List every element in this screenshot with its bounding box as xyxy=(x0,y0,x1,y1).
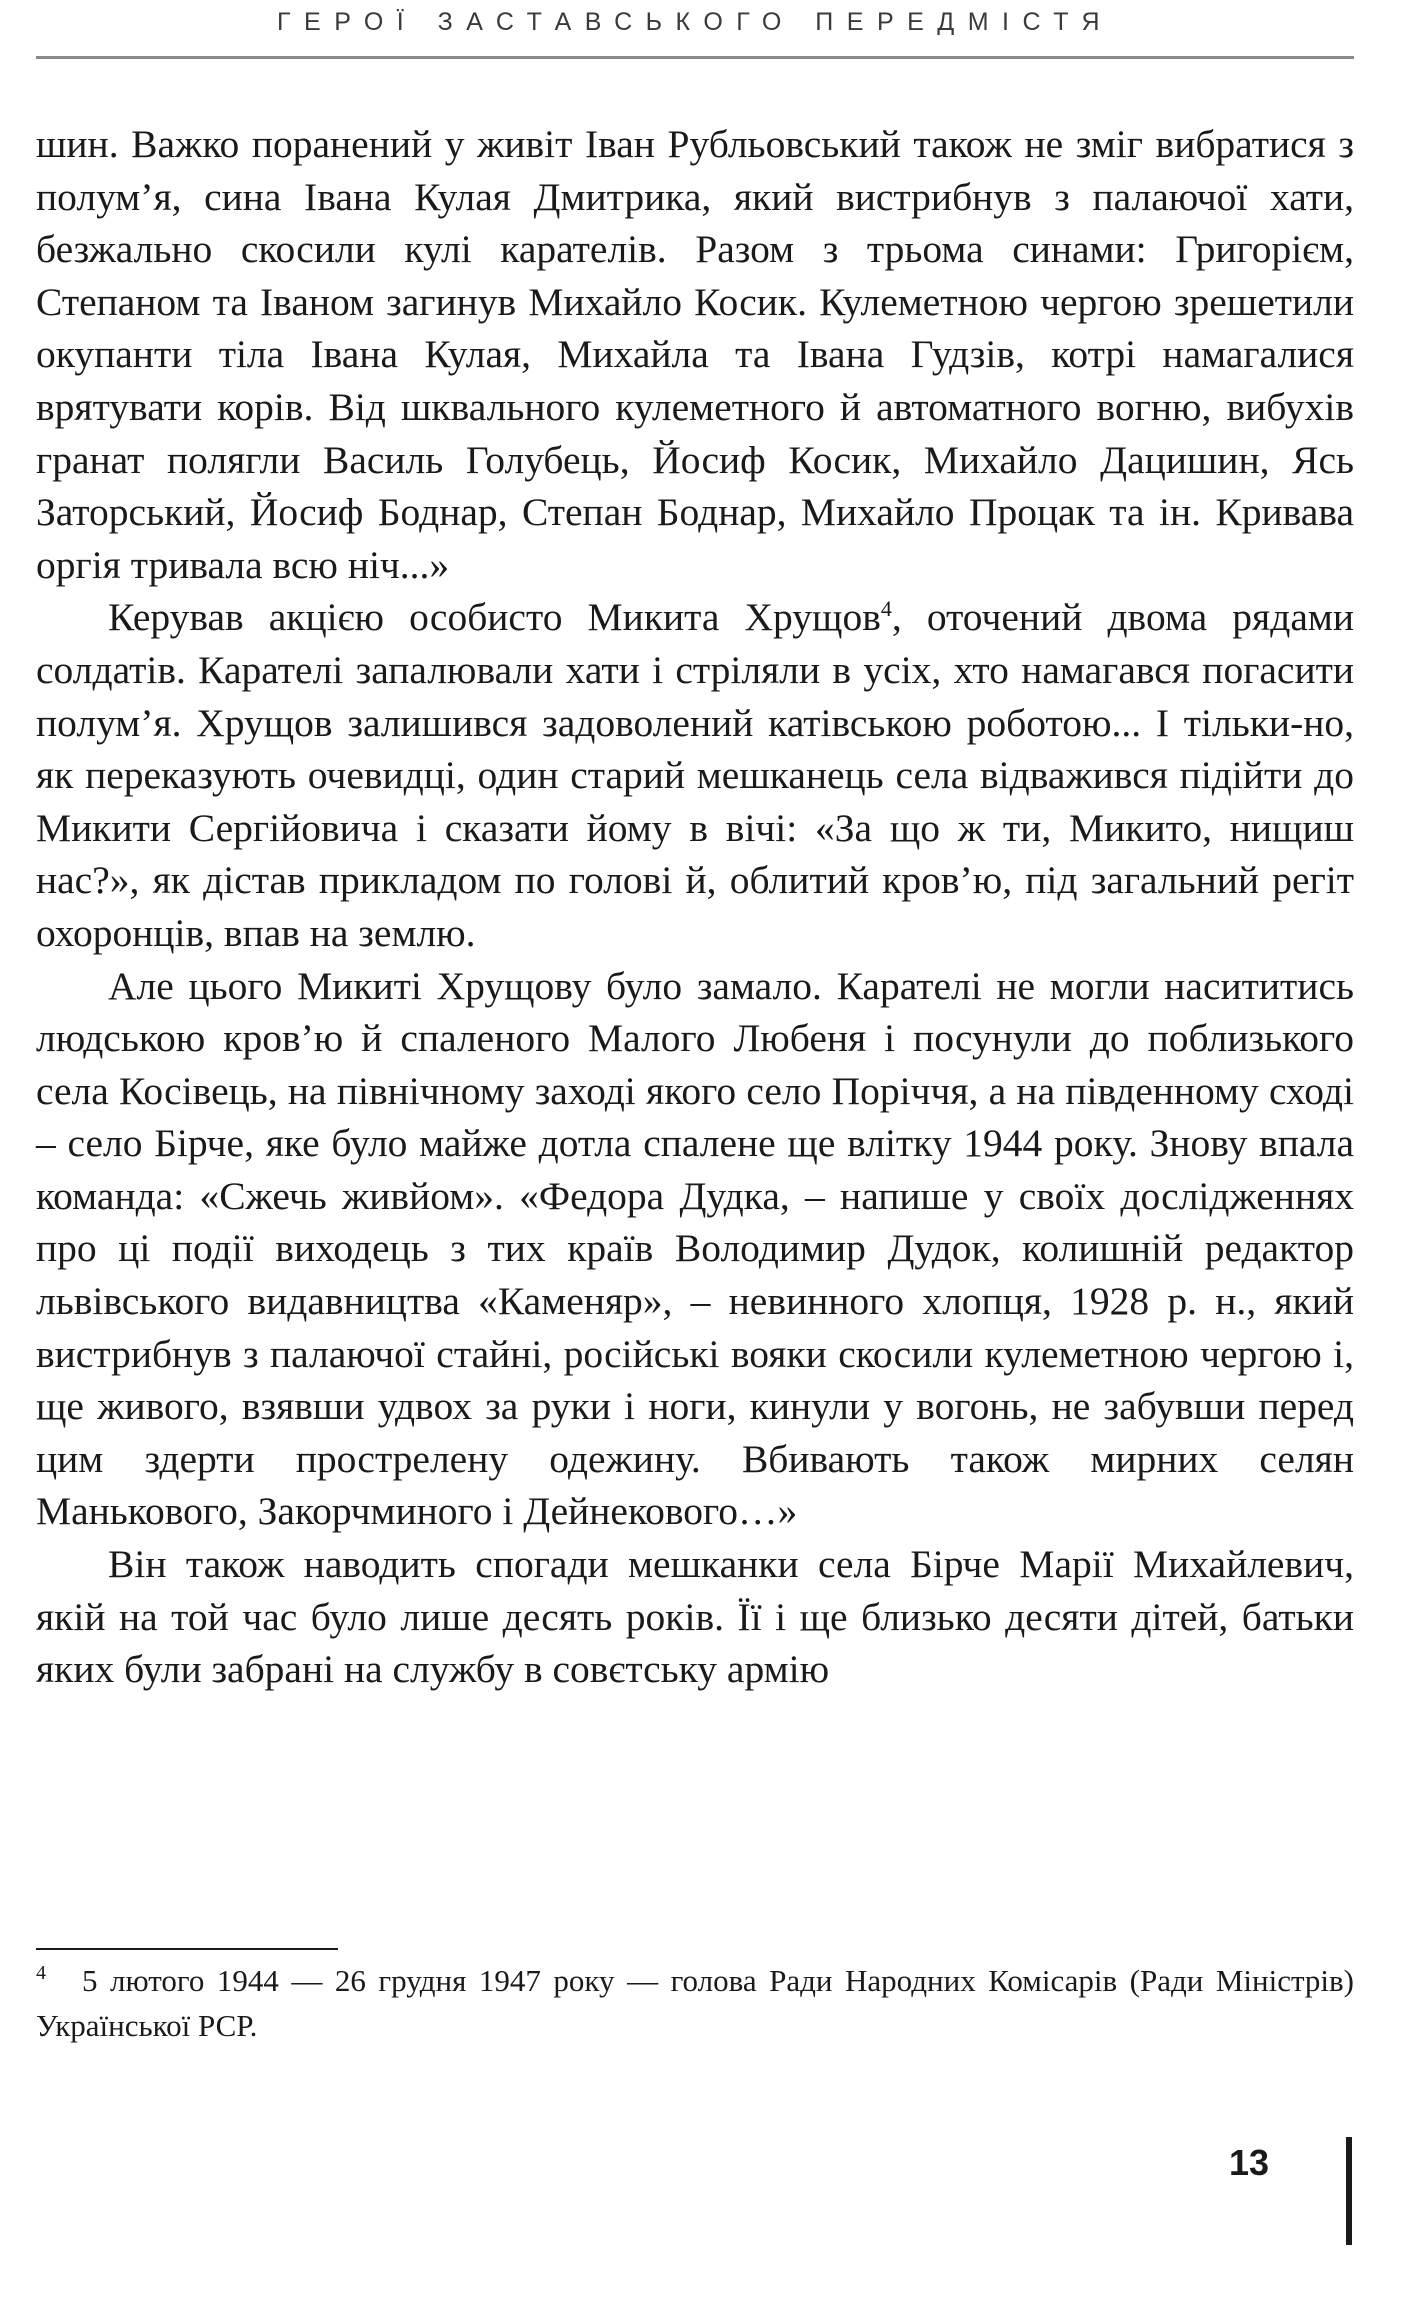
paragraph-2 xyxy=(36,591,1354,959)
paragraph-1: шин. Важко поранений у живіт Іван Рубльовський також не зміг вибратися з полум’я, сина Івана Кулая Дмитрика, який вистрибнув з палаючої хати, безжально скосили кулі карателів. Разом з трьома синами: Григорієм, Степаном та Іваном загинув Михайло Косик. Кулеметною чергою зрешетили окупанти тіла Івана Кулая, Михайла та Івана Гудзів, котрі намагалися врятувати корів. Від шквального кулеметного й автоматного вогню, вибухів гранат полягли Василь Голубець, Йосиф Косик, Михайло Дацишин, Ясь Заторський, Йосиф Боднар, Степан Боднар, Михайло Процак та ін. Кривава оргія тривала всю ніч...» xyxy=(36,122,1354,587)
page-number-bar xyxy=(1346,2137,1352,2245)
page-number: 13 xyxy=(1228,2142,1269,2183)
running-header: ГЕРОЇ ЗАСТАВСЬКОГО ПЕРЕДМІСТЯ xyxy=(277,8,1113,36)
footnote-mark: 4 xyxy=(36,1962,46,1984)
paragraph-4: Він також наводить спогади мешканки села Бірче Марії Михайлевич, якій на той час було лише десять років. Її і ще близько десяти дітей, батьки яких були забрані на службу в совєтську армію xyxy=(36,1542,1354,1692)
header-rule xyxy=(36,56,1354,59)
footnote-text: 5 лютого 1944 — 26 грудня 1947 року — голова Ради Народних Комісарів (Ради Міністрів) Української РСР. xyxy=(36,1963,1354,2043)
body-text xyxy=(36,118,1354,1696)
paragraph-3: Але цього Микиті Хрущову було замало. Карателі не могли насититись людською кров’ю й спаленого Малого Любеня і посунули до поблизького села Косівець, на північному заході якого село Поріччя, а на південному сході – село Бірче, яке було майже дотла спалене ще влітку 1944 року. Знову впала команда: «Сжечь живйом». «Федора Дудка, – напише у своїх дослідженнях про ці події виходець з тих країв Володимир Дудок, колишній редактор львівського видавництва «Каменяр», – невинного хлопця, 1928 р. н., який вистрибнув з палаючої стайні, російські вояки скосили кулеметною чергою і, ще живого, взявши удвох за руки і ноги, кинули у вогонь, не забувши перед цим здерти прострелену одежину. Вбивають також мирних селян Манькового, Закорчминого і Дейнекового…» xyxy=(36,963,1354,1534)
footnote xyxy=(36,1958,1354,2048)
paragraph-2-text-a: Керував акцією особисто Микита Хрущов xyxy=(108,595,881,640)
footnote-rule xyxy=(36,1948,338,1950)
footnote-reference: 4 xyxy=(880,596,892,622)
paragraph-2-text-b: , оточений двома рядами солдатів. Карателі запалювали хати і стріляли в усіх, хто намагався погасити полум’я. Хрущов залишився задоволений катівською роботою... І тільки-но, як переказують очевидці, один старий мешканець села відважився підійти до Микити Сергійовича і сказати йому в вічі: «За що ж ти, Микито, нищиш нас?», як дістав прикладом по голові й, облитий кров’ю, під загальний регіт охоронців, впав на землю. xyxy=(36,595,1354,955)
